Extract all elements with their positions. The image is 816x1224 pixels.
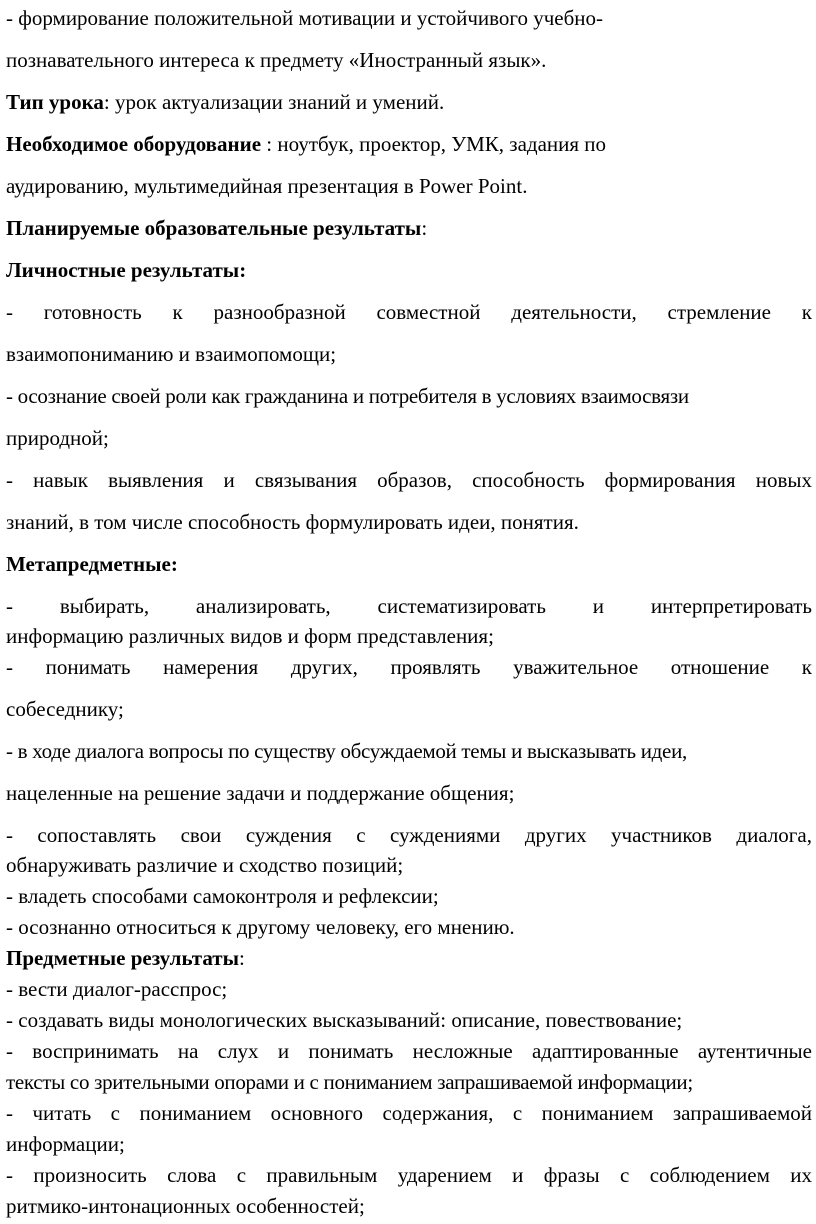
text-line: - готовность к разнообразной совместной деятельности, стремление к	[6, 300, 812, 324]
text-line: тексты со зрительными опорами и с пониманием запрашиваемой информации;	[6, 1070, 693, 1094]
text-line: ритмико-интонационных особенностей;	[6, 1194, 365, 1218]
section-heading: Личностные результаты:	[6, 258, 247, 282]
text-line: - осознание своей роли как гражданина и потребителя в условиях взаимосвязи	[6, 384, 689, 408]
text-line: - выбирать, анализировать, систематизировать и интерпретировать	[6, 594, 812, 618]
text-line: - читать с пониманием основного содержания, с пониманием запрашиваемой	[6, 1101, 812, 1125]
section-heading: Планируемые образовательные результаты:	[6, 216, 428, 240]
text-line: - произносить слова с правильным ударением и фразы с соблюдением их	[6, 1163, 812, 1187]
text-line: - в ходе диалога вопросы по существу обсуждаемой темы и высказывать идеи,	[6, 739, 687, 763]
text-line: информации;	[6, 1132, 125, 1156]
text-line: - формирование положительной мотивации и устойчивого учебно-	[6, 6, 604, 30]
text-line: природной;	[6, 426, 109, 450]
text-line: - воспринимать на слух и понимать несложные адаптированные аутентичные	[6, 1039, 812, 1063]
text-line: собеседнику;	[6, 697, 124, 721]
lesson-type-label: Тип урока	[6, 90, 104, 114]
text-line: - навык выявления и связывания образов, способность формирования новых	[6, 468, 812, 492]
text-line: познавательного интереса к предмету «Иностранный язык».	[6, 48, 547, 72]
text-line: - осознанно относиться к другому человеку, его мнению.	[6, 915, 515, 939]
text-line: информацию различных видов и форм представления;	[6, 624, 494, 648]
text-line: обнаруживать различие и сходство позиций;	[6, 853, 404, 877]
text-line: - понимать намерения других, проявлять уважительное отношение к	[6, 655, 812, 679]
text-line: взаимопониманию и взаимопомощи;	[6, 342, 337, 366]
text-line: Тип урока: урок актуализации знаний и умений.	[6, 90, 445, 114]
text-line: Необходимое оборудование : ноутбук, проектор, УМК, задания по	[6, 132, 607, 156]
equipment-label: Необходимое оборудование	[6, 132, 262, 156]
text-line: - владеть способами самоконтроля и рефлексии;	[6, 884, 439, 908]
text-line: - сопоставлять свои суждения с суждениями других участников диалога,	[6, 823, 812, 847]
section-heading: Предметные результаты:	[6, 946, 245, 970]
section-heading: Метапредметные:	[6, 552, 178, 576]
text-line: знаний, в том числе способность формулировать идеи, понятия.	[6, 510, 579, 534]
text-line: - создавать виды монологических высказываний: описание, повествование;	[6, 1008, 683, 1032]
text-line: аудированию, мультимедийная презентация в Power Point.	[6, 174, 528, 198]
text-line: нацеленные на решение задачи и поддержание общения;	[6, 781, 515, 805]
text-line: - вести диалог-расспрос;	[6, 977, 228, 1001]
